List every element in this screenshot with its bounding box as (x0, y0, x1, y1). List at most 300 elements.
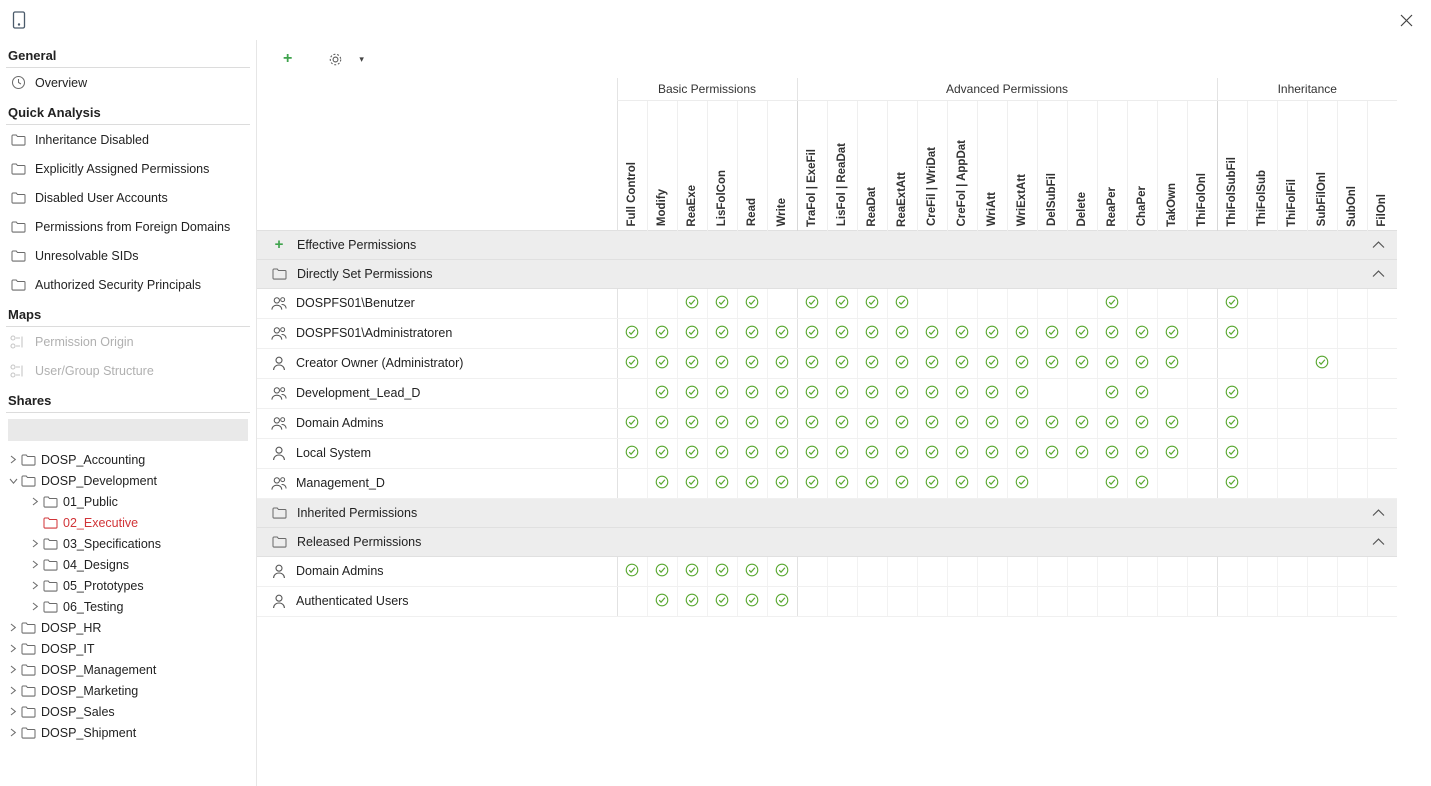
permission-cell[interactable] (1037, 438, 1067, 468)
sidebar-item-overview[interactable] (0, 68, 256, 97)
permission-cell[interactable] (917, 288, 947, 318)
permission-cell[interactable] (647, 438, 677, 468)
permission-cell[interactable] (647, 288, 677, 318)
permission-cell[interactable] (1277, 468, 1307, 498)
permission-cell[interactable] (1037, 348, 1067, 378)
permission-cell[interactable] (1157, 348, 1187, 378)
permission-cell[interactable] (1127, 288, 1157, 318)
permission-cell[interactable] (1247, 408, 1277, 438)
permission-cell[interactable] (977, 586, 1007, 616)
permission-cell[interactable] (827, 468, 857, 498)
column-header[interactable]: ReaExtAtt (887, 100, 917, 230)
tree-item[interactable] (0, 470, 256, 491)
permission-cell[interactable] (1277, 288, 1307, 318)
permission-cell[interactable] (827, 586, 857, 616)
permission-cell[interactable] (1367, 318, 1397, 348)
chevron-right-icon[interactable] (28, 602, 42, 611)
permission-cell[interactable] (1217, 318, 1247, 348)
permission-cell[interactable] (857, 556, 887, 586)
permission-cell[interactable] (977, 288, 1007, 318)
permission-cell[interactable] (1247, 288, 1277, 318)
table-row[interactable] (257, 586, 1397, 616)
column-header[interactable]: ThiFolOnl (1187, 100, 1217, 230)
permission-cell[interactable] (1097, 586, 1127, 616)
tree-item[interactable] (0, 449, 256, 470)
table-row[interactable] (257, 288, 1397, 318)
permission-cell[interactable] (887, 586, 917, 616)
permission-cell[interactable] (857, 348, 887, 378)
permission-cell[interactable] (1337, 556, 1367, 586)
permission-cell[interactable] (1337, 378, 1367, 408)
permission-cell[interactable] (1127, 438, 1157, 468)
permission-cell[interactable] (1067, 378, 1097, 408)
sidebar-item-disabled-user-accounts[interactable] (0, 183, 256, 212)
permission-cell[interactable] (1037, 318, 1067, 348)
permission-cell[interactable] (977, 438, 1007, 468)
permission-cell[interactable] (827, 378, 857, 408)
permission-cell[interactable] (827, 348, 857, 378)
permission-cell[interactable] (947, 408, 977, 438)
chevron-right-icon[interactable] (28, 497, 42, 506)
permission-cell[interactable] (1037, 378, 1067, 408)
permission-cell[interactable] (1007, 378, 1037, 408)
permission-cell[interactable] (1307, 556, 1337, 586)
permission-cell[interactable] (617, 318, 647, 348)
column-header[interactable]: WriExtAtt (1007, 100, 1037, 230)
permission-cell[interactable] (1247, 586, 1277, 616)
permission-cell[interactable] (857, 288, 887, 318)
permission-cell[interactable] (857, 468, 887, 498)
permission-cell[interactable] (677, 348, 707, 378)
permission-cell[interactable] (827, 438, 857, 468)
permission-cell[interactable] (1157, 556, 1187, 586)
permission-cell[interactable] (857, 318, 887, 348)
permission-cell[interactable] (1007, 348, 1037, 378)
permission-cell[interactable] (917, 408, 947, 438)
permission-cell[interactable] (977, 556, 1007, 586)
tree-item[interactable] (0, 722, 256, 743)
chevron-right-icon[interactable] (28, 539, 42, 548)
permission-cell[interactable] (887, 438, 917, 468)
permission-cell[interactable] (1127, 378, 1157, 408)
column-header[interactable]: Read (737, 100, 767, 230)
permission-cell[interactable] (1217, 288, 1247, 318)
permission-cell[interactable] (917, 318, 947, 348)
permission-cell[interactable] (1337, 318, 1367, 348)
permission-cell[interactable] (767, 556, 797, 586)
permission-cell[interactable] (1157, 468, 1187, 498)
permission-cell[interactable] (767, 468, 797, 498)
chevron-right-icon[interactable] (6, 623, 20, 632)
permission-cell[interactable] (1097, 348, 1127, 378)
permission-cell[interactable] (1367, 556, 1397, 586)
permission-cell[interactable] (1337, 468, 1367, 498)
permission-cell[interactable] (947, 348, 977, 378)
permission-cell[interactable] (1367, 468, 1397, 498)
permission-cell[interactable] (737, 378, 767, 408)
tree-item[interactable] (0, 575, 256, 596)
permission-cell[interactable] (737, 438, 767, 468)
permission-cell[interactable] (827, 556, 857, 586)
permission-cell[interactable] (857, 408, 887, 438)
permission-cell[interactable] (1007, 468, 1037, 498)
permission-cell[interactable] (677, 586, 707, 616)
permission-cell[interactable] (1157, 438, 1187, 468)
permission-cell[interactable] (887, 348, 917, 378)
permission-cell[interactable] (617, 586, 647, 616)
permission-cell[interactable] (1097, 468, 1127, 498)
sidebar-item-inheritance-disabled[interactable] (0, 125, 256, 154)
permission-cell[interactable] (707, 318, 737, 348)
tree-item[interactable] (0, 680, 256, 701)
permission-cell[interactable] (1127, 408, 1157, 438)
section-effective-permissions[interactable] (257, 230, 1397, 259)
permission-cell[interactable] (797, 438, 827, 468)
permission-cell[interactable] (1307, 318, 1337, 348)
permission-cell[interactable] (647, 318, 677, 348)
permission-cell[interactable] (1007, 408, 1037, 438)
permission-cell[interactable] (1037, 408, 1067, 438)
column-header[interactable]: CreFol | AppDat (947, 100, 977, 230)
permission-cell[interactable] (707, 556, 737, 586)
permission-cell[interactable] (1007, 438, 1037, 468)
permission-cell[interactable] (1307, 468, 1337, 498)
column-header[interactable]: TraFol | ExeFil (797, 100, 827, 230)
permission-cell[interactable] (947, 438, 977, 468)
permission-cell[interactable] (677, 318, 707, 348)
chevron-right-icon[interactable] (6, 644, 20, 653)
permission-cell[interactable] (1127, 348, 1157, 378)
permission-cell[interactable] (917, 468, 947, 498)
permission-cell[interactable] (977, 408, 1007, 438)
permission-cell[interactable] (1067, 586, 1097, 616)
column-header[interactable]: ReaDat (857, 100, 887, 230)
permission-cell[interactable] (797, 318, 827, 348)
permission-cell[interactable] (1337, 408, 1367, 438)
permission-cell[interactable] (1007, 318, 1037, 348)
permission-cell[interactable] (1217, 556, 1247, 586)
permission-cell[interactable] (737, 556, 767, 586)
permission-cell[interactable] (1217, 586, 1247, 616)
permission-cell[interactable] (647, 468, 677, 498)
permission-cell[interactable] (1247, 348, 1277, 378)
permission-cell[interactable] (617, 348, 647, 378)
permission-cell[interactable] (1337, 438, 1367, 468)
permission-cell[interactable] (827, 288, 857, 318)
permission-cell[interactable] (827, 318, 857, 348)
permission-cell[interactable] (767, 378, 797, 408)
permission-cell[interactable] (1187, 586, 1217, 616)
permission-cell[interactable] (617, 468, 647, 498)
column-header[interactable]: LisFol | ReaDat (827, 100, 857, 230)
column-header[interactable]: FilOnl (1367, 100, 1397, 230)
permission-cell[interactable] (1187, 378, 1217, 408)
permission-cell[interactable] (1037, 288, 1067, 318)
permission-cell[interactable] (1157, 408, 1187, 438)
permission-cell[interactable] (767, 586, 797, 616)
permission-cell[interactable] (1307, 408, 1337, 438)
column-header[interactable]: Modify (647, 100, 677, 230)
chevron-right-icon[interactable] (6, 665, 20, 674)
column-header[interactable]: ThiFolSub (1247, 100, 1277, 230)
permission-cell[interactable] (887, 288, 917, 318)
permission-cell[interactable] (1217, 348, 1247, 378)
permission-cell[interactable] (617, 408, 647, 438)
permission-cell[interactable] (677, 438, 707, 468)
permission-cell[interactable] (707, 348, 737, 378)
permission-cell[interactable] (1037, 556, 1067, 586)
table-row[interactable] (257, 468, 1397, 498)
permission-cell[interactable] (707, 288, 737, 318)
section-directly-set-permissions[interactable] (257, 259, 1397, 288)
permission-cell[interactable] (1007, 586, 1037, 616)
section-released-permissions[interactable] (257, 527, 1397, 556)
permission-cell[interactable] (1067, 288, 1097, 318)
column-header[interactable]: SubFilOnl (1307, 100, 1337, 230)
column-header[interactable]: ReaPer (1097, 100, 1127, 230)
permission-cell[interactable] (767, 288, 797, 318)
tree-item[interactable] (0, 533, 256, 554)
permission-cell[interactable] (1187, 468, 1217, 498)
column-header[interactable]: SubOnl (1337, 100, 1367, 230)
permission-cell[interactable] (677, 556, 707, 586)
permission-cell[interactable] (1097, 556, 1127, 586)
column-header[interactable]: ChaPer (1127, 100, 1157, 230)
permission-cell[interactable] (1307, 288, 1337, 318)
table-row[interactable] (257, 348, 1397, 378)
table-row[interactable] (257, 438, 1397, 468)
column-header[interactable]: CreFil | WriDat (917, 100, 947, 230)
principal-name-cell[interactable] (257, 556, 617, 586)
permission-cell[interactable] (917, 438, 947, 468)
permission-cell[interactable] (1217, 408, 1247, 438)
permission-cell[interactable] (1157, 586, 1187, 616)
permission-cell[interactable] (1157, 378, 1187, 408)
principal-name-cell[interactable] (257, 378, 617, 408)
permission-cell[interactable] (647, 378, 677, 408)
permission-cell[interactable] (707, 408, 737, 438)
tree-item[interactable] (0, 659, 256, 680)
column-header[interactable]: ReaExe (677, 100, 707, 230)
permission-cell[interactable] (1097, 438, 1127, 468)
permission-cell[interactable] (947, 556, 977, 586)
permission-cell[interactable] (1067, 318, 1097, 348)
principal-name-cell[interactable] (257, 288, 617, 318)
tree-item[interactable] (0, 617, 256, 638)
permission-cell[interactable] (737, 318, 767, 348)
permission-cell[interactable] (1307, 438, 1337, 468)
permission-cell[interactable] (1097, 318, 1127, 348)
add-principal-button[interactable] (271, 45, 311, 73)
sidebar-item-unresolvable-sids[interactable] (0, 241, 256, 270)
chevron-down-icon[interactable] (6, 477, 20, 485)
sidebar-item-explicitly-assigned-permissions[interactable] (0, 154, 256, 183)
permission-cell[interactable] (797, 288, 827, 318)
permission-cell[interactable] (737, 408, 767, 438)
permission-cell[interactable] (947, 468, 977, 498)
permission-cell[interactable] (1277, 318, 1307, 348)
permission-cell[interactable] (857, 586, 887, 616)
permission-cell[interactable] (1067, 408, 1097, 438)
permission-cell[interactable] (1247, 318, 1277, 348)
permission-cell[interactable] (1157, 318, 1187, 348)
permission-cell[interactable] (1067, 348, 1097, 378)
permission-cell[interactable] (1367, 408, 1397, 438)
permission-cell[interactable] (1187, 408, 1217, 438)
permission-cell[interactable] (1367, 348, 1397, 378)
column-header[interactable]: DelSubFil (1037, 100, 1067, 230)
permission-cell[interactable] (1037, 468, 1067, 498)
permission-cell[interactable] (1307, 348, 1337, 378)
permission-cell[interactable] (797, 586, 827, 616)
tree-item[interactable] (0, 596, 256, 617)
permission-cell[interactable] (1067, 438, 1097, 468)
chevron-up-icon[interactable] (1372, 269, 1385, 278)
permission-cell[interactable] (1277, 556, 1307, 586)
permission-cell[interactable] (1277, 586, 1307, 616)
table-row[interactable] (257, 556, 1397, 586)
permission-cell[interactable] (977, 318, 1007, 348)
permission-cell[interactable] (617, 556, 647, 586)
chevron-right-icon[interactable] (6, 728, 20, 737)
chevron-right-icon[interactable] (6, 686, 20, 695)
permission-cell[interactable] (1127, 468, 1157, 498)
tree-item[interactable] (0, 554, 256, 575)
permission-cell[interactable] (887, 408, 917, 438)
sidebar-item-authorized-security-principals[interactable] (0, 270, 256, 299)
principal-name-cell[interactable] (257, 408, 617, 438)
permission-cell[interactable] (737, 586, 767, 616)
permission-cell[interactable] (1097, 378, 1127, 408)
chevron-up-icon[interactable] (1372, 240, 1385, 249)
permission-cell[interactable] (797, 468, 827, 498)
principal-name-cell[interactable] (257, 468, 617, 498)
permission-cell[interactable] (1217, 438, 1247, 468)
tree-item[interactable] (0, 701, 256, 722)
permission-cell[interactable] (797, 348, 827, 378)
permission-cell[interactable] (827, 408, 857, 438)
permission-cell[interactable] (1367, 378, 1397, 408)
column-header[interactable]: WriAtt (977, 100, 1007, 230)
permission-cell[interactable] (857, 378, 887, 408)
share-filter-input[interactable] (8, 419, 248, 441)
permission-cell[interactable] (1307, 586, 1337, 616)
permission-cell[interactable] (707, 586, 737, 616)
permission-cell[interactable] (1337, 586, 1367, 616)
permission-cell[interactable] (947, 318, 977, 348)
permission-cell[interactable] (767, 348, 797, 378)
permission-cell[interactable] (647, 348, 677, 378)
permission-cell[interactable] (1127, 318, 1157, 348)
permission-cell[interactable] (1367, 586, 1397, 616)
chevron-right-icon[interactable] (28, 581, 42, 590)
permission-cell[interactable] (1247, 468, 1277, 498)
chevron-right-icon[interactable] (6, 455, 20, 464)
permission-cell[interactable] (977, 348, 1007, 378)
permission-cell[interactable] (647, 556, 677, 586)
permission-cell[interactable] (1217, 468, 1247, 498)
permission-cell[interactable] (1007, 288, 1037, 318)
permission-cell[interactable] (707, 468, 737, 498)
permission-cell[interactable] (1187, 318, 1217, 348)
permission-cell[interactable] (737, 348, 767, 378)
permission-cell[interactable] (707, 378, 737, 408)
permission-cell[interactable] (1247, 378, 1277, 408)
permission-cell[interactable] (1067, 556, 1097, 586)
permission-cell[interactable] (917, 586, 947, 616)
table-row[interactable] (257, 408, 1397, 438)
permission-cell[interactable] (677, 288, 707, 318)
permission-cell[interactable] (677, 378, 707, 408)
permission-cell[interactable] (1097, 408, 1127, 438)
chevron-up-icon[interactable] (1372, 508, 1385, 517)
permission-cell[interactable] (1067, 468, 1097, 498)
permission-cell[interactable] (1217, 378, 1247, 408)
permission-cell[interactable] (1127, 556, 1157, 586)
permission-cell[interactable] (1187, 438, 1217, 468)
permission-cell[interactable] (1097, 288, 1127, 318)
permission-cell[interactable] (677, 468, 707, 498)
permission-cell[interactable] (1367, 438, 1397, 468)
permission-cell[interactable] (1367, 288, 1397, 318)
permission-cell[interactable] (1187, 556, 1217, 586)
permission-cell[interactable] (1277, 348, 1307, 378)
permission-cell[interactable] (1007, 556, 1037, 586)
permission-cell[interactable] (1157, 288, 1187, 318)
column-header[interactable]: TakOwn (1157, 100, 1187, 230)
column-header[interactable]: LisFolCon (707, 100, 737, 230)
display-options-button[interactable] (315, 45, 376, 73)
permission-cell[interactable] (917, 556, 947, 586)
sidebar-item-permissions-from-foreign-domains[interactable] (0, 212, 256, 241)
tree-item[interactable] (0, 638, 256, 659)
permission-cell[interactable] (767, 438, 797, 468)
close-icon[interactable] (1387, 5, 1425, 35)
permission-cell[interactable] (1247, 556, 1277, 586)
permission-cell[interactable] (1037, 586, 1067, 616)
section-inherited-permissions[interactable] (257, 498, 1397, 527)
permission-cell[interactable] (1337, 288, 1367, 318)
permission-cell[interactable] (1307, 378, 1337, 408)
permission-cell[interactable] (887, 378, 917, 408)
permission-cell[interactable] (857, 438, 887, 468)
permission-cell[interactable] (1247, 438, 1277, 468)
column-header[interactable]: Delete (1067, 100, 1097, 230)
permission-cell[interactable] (797, 556, 827, 586)
column-header[interactable]: Full Control (617, 100, 647, 230)
permission-cell[interactable] (647, 586, 677, 616)
permission-cell[interactable] (977, 378, 1007, 408)
permission-cell[interactable] (767, 408, 797, 438)
permission-cell[interactable] (797, 378, 827, 408)
principal-name-cell[interactable] (257, 438, 617, 468)
permission-cell[interactable] (917, 348, 947, 378)
tree-item[interactable] (0, 491, 256, 512)
principal-name-cell[interactable] (257, 318, 617, 348)
permission-cell[interactable] (647, 408, 677, 438)
permission-cell[interactable] (947, 378, 977, 408)
table-row[interactable] (257, 378, 1397, 408)
permission-cell[interactable] (917, 378, 947, 408)
permission-cell[interactable] (737, 288, 767, 318)
permission-cell[interactable] (887, 318, 917, 348)
permission-cell[interactable] (617, 378, 647, 408)
chevron-right-icon[interactable] (6, 707, 20, 716)
permission-cell[interactable] (1277, 378, 1307, 408)
permission-cell[interactable] (887, 556, 917, 586)
permission-cell[interactable] (977, 468, 1007, 498)
principal-name-cell[interactable] (257, 348, 617, 378)
